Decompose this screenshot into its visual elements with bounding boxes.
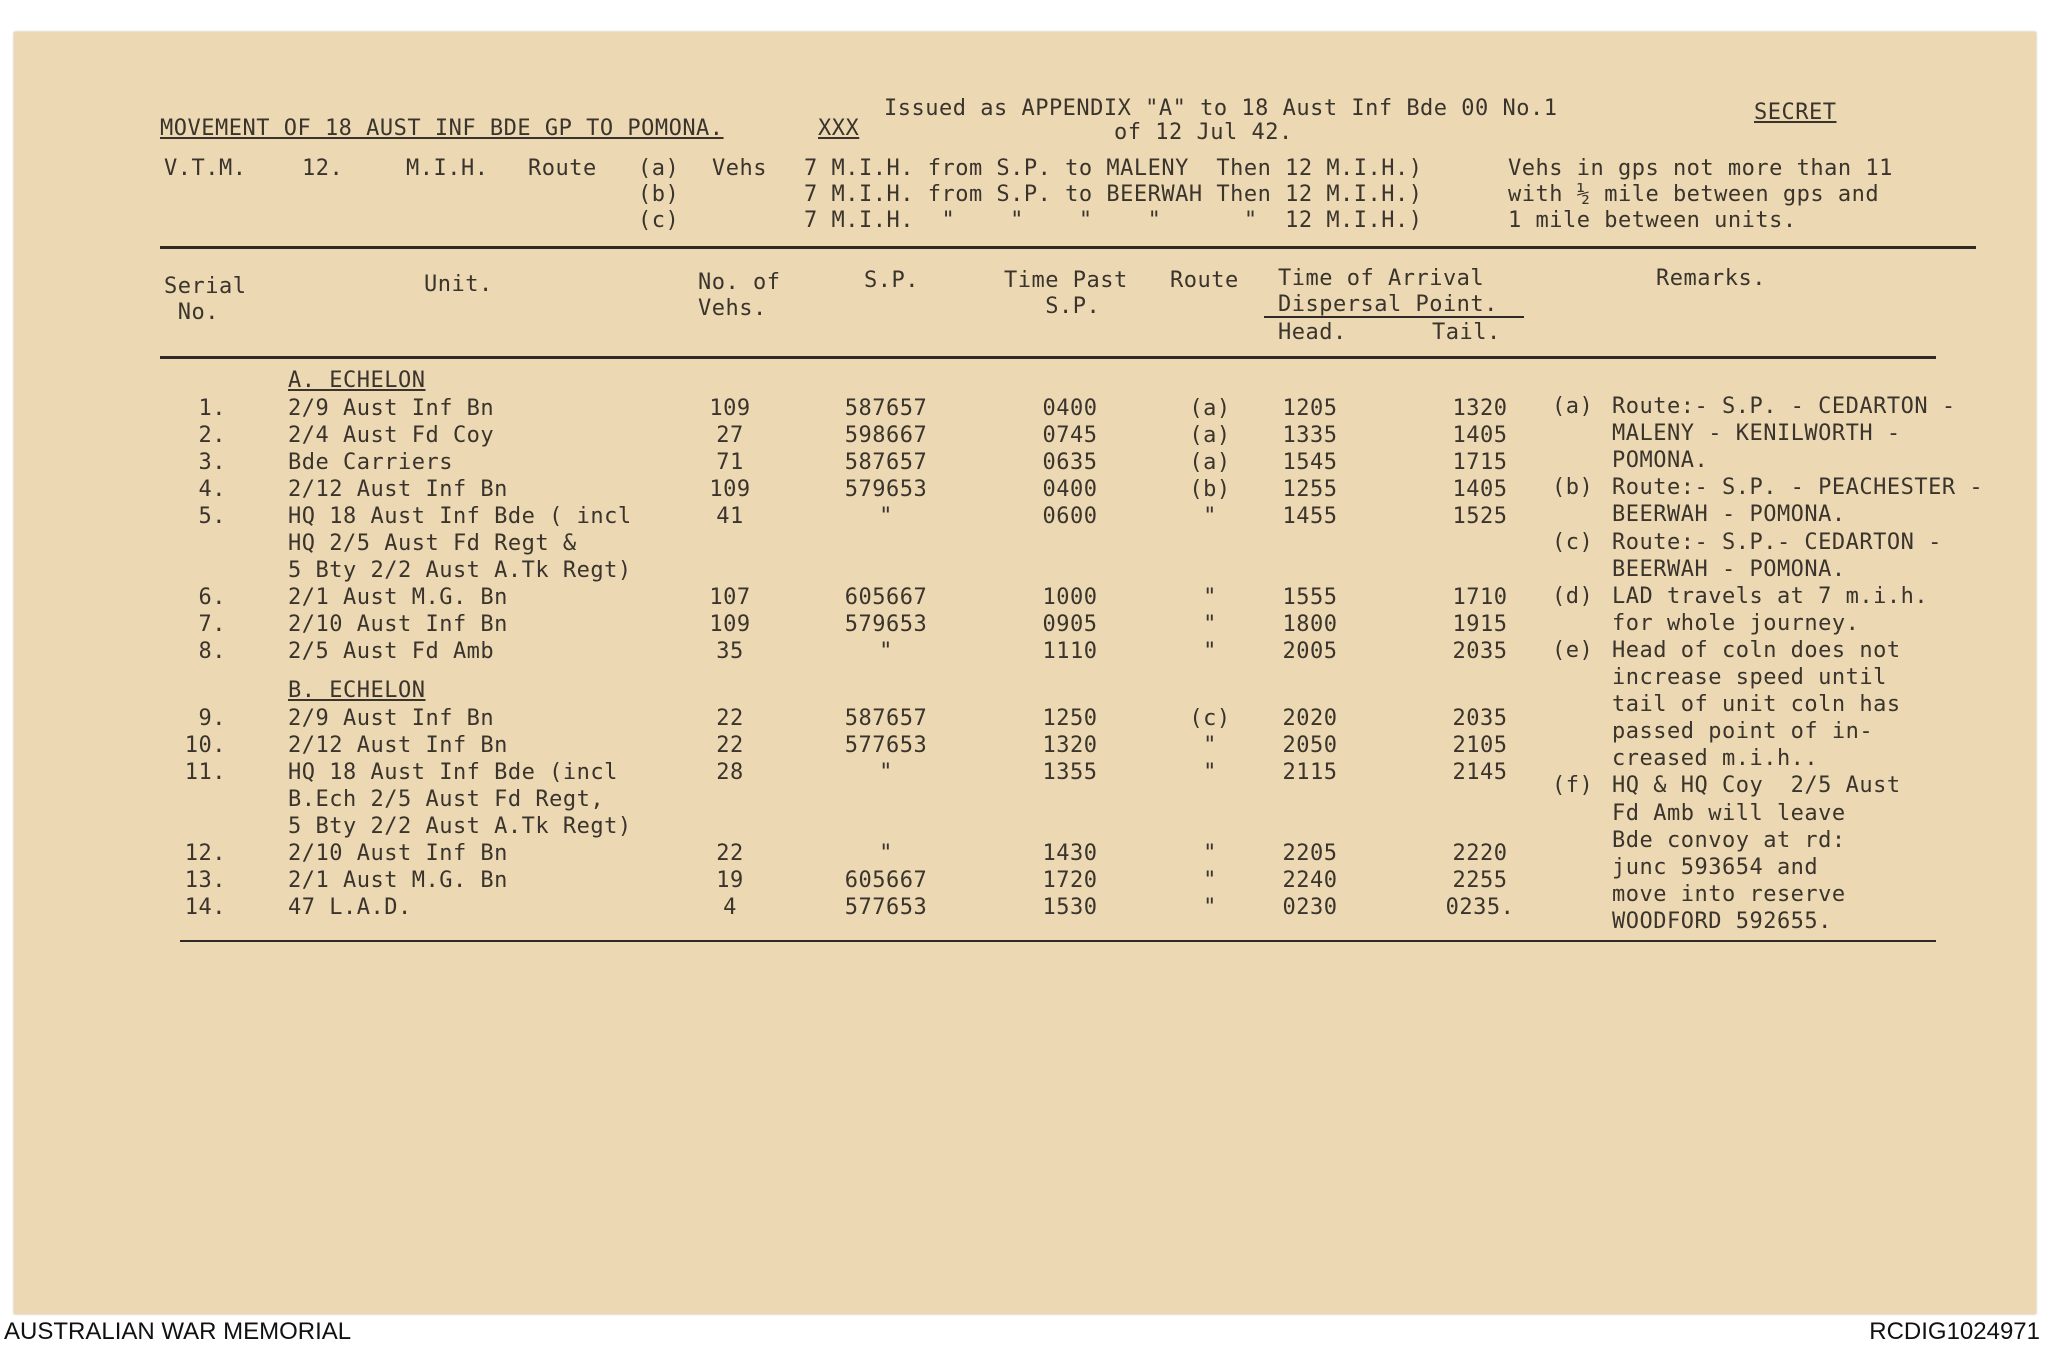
cell-route: ": [1203, 760, 1217, 785]
cell-head: 2240: [1282, 868, 1338, 893]
vtm-value: 12.: [302, 156, 344, 181]
cell-sp: ": [879, 760, 893, 785]
cell-tail: 1915: [1452, 612, 1508, 637]
cell-sp: ": [879, 639, 893, 664]
cell-sp: ": [879, 841, 893, 866]
cell-route: (a): [1189, 423, 1231, 448]
cell-time: 1000: [1042, 585, 1098, 610]
column-header-sp: S.P.: [864, 268, 919, 293]
cell-vehs: 109: [709, 612, 751, 637]
cell-route: (b): [1189, 477, 1231, 502]
cell-unit: 2/1 Aust M.G. Bn: [288, 868, 508, 893]
cell-unit: HQ 18 Aust Inf Bde (incl: [288, 760, 618, 785]
vtm-note: Vehs in gps not more than 11: [1508, 156, 1893, 181]
cell-head: 2050: [1282, 733, 1338, 758]
cell-serial: 2.: [198, 423, 226, 448]
cell-head: 1555: [1282, 585, 1338, 610]
cell-sp: 587657: [844, 706, 928, 731]
cell-sp: ": [879, 504, 893, 529]
cell-vehs: 19: [716, 868, 744, 893]
cell-tail: 1405: [1452, 423, 1508, 448]
cell-serial: 13.: [184, 868, 226, 893]
cell-tail: 2035: [1452, 639, 1508, 664]
remark-text: Bde convoy at rd:: [1612, 828, 1846, 853]
cell-sp: 579653: [844, 477, 928, 502]
cell-head: 2020: [1282, 706, 1338, 731]
cell-tail: 1405: [1452, 477, 1508, 502]
cell-sp: 579653: [844, 612, 928, 637]
classification-label: SECRET: [1754, 100, 1837, 125]
cell-serial: 11.: [184, 760, 226, 785]
cell-head: 2205: [1282, 841, 1338, 866]
remark-key: (c): [1552, 530, 1594, 555]
cell-route: (a): [1189, 450, 1231, 475]
remark-text: BEERWAH - POMONA.: [1612, 557, 1846, 582]
divider: [160, 246, 1976, 249]
vtm-line-text: 7 M.I.H. from S.P. to MALENY Then 12 M.I.H.): [804, 156, 1423, 181]
cell-sp: 587657: [844, 396, 928, 421]
cell-head: 1205: [1282, 396, 1338, 421]
remark-text: HQ & HQ Coy 2/5 Aust: [1612, 773, 1901, 798]
issued-line-2: of 12 Jul 42.: [1114, 120, 1293, 145]
remark-text: creased m.i.h..: [1612, 746, 1819, 771]
remark-key: (d): [1552, 584, 1594, 609]
footer-id: RCDIG1024971: [1869, 1318, 2040, 1345]
cell-vehs: 109: [709, 477, 751, 502]
cell-unit: 5 Bty 2/2 Aust A.Tk Regt): [288, 558, 632, 583]
struck-text: XXX: [818, 116, 860, 141]
cell-tail: 1710: [1452, 585, 1508, 610]
cell-head: 1800: [1282, 612, 1338, 637]
remark-text: move into reserve: [1612, 882, 1846, 907]
cell-route: ": [1203, 504, 1217, 529]
remark-text: junc 593654 and: [1612, 855, 1819, 880]
cell-vehs: 4: [723, 895, 737, 920]
cell-sp: 587657: [844, 450, 928, 475]
cell-route: ": [1203, 868, 1217, 893]
vtm-vehs-label: Vehs: [712, 156, 767, 181]
cell-time: 1355: [1042, 760, 1098, 785]
cell-sp: 577653: [844, 895, 928, 920]
cell-route: ": [1203, 612, 1217, 637]
footer-credit: AUSTRALIAN WAR MEMORIAL: [4, 1318, 352, 1345]
cell-serial: 12.: [184, 841, 226, 866]
remark-text: increase speed until: [1612, 665, 1887, 690]
cell-vehs: 71: [716, 450, 744, 475]
cell-route: ": [1203, 841, 1217, 866]
remark-text: tail of unit coln has: [1612, 692, 1901, 717]
cell-unit: HQ 2/5 Aust Fd Regt &: [288, 531, 577, 556]
cell-unit: 2/9 Aust Inf Bn: [288, 706, 495, 731]
cell-unit: 47 L.A.D.: [288, 895, 412, 920]
cell-serial: 6.: [198, 585, 226, 610]
remark-key: (f): [1552, 773, 1594, 798]
cell-time: 0635: [1042, 450, 1098, 475]
cell-serial: 14.: [184, 895, 226, 920]
cell-sp: 605667: [844, 868, 928, 893]
remark-text: LAD travels at 7 m.i.h.: [1612, 584, 1929, 609]
vtm-unit: M.I.H.: [406, 156, 489, 181]
column-header-arrival: Time of Arrival Dispersal Point.: [1278, 266, 1498, 317]
remark-text: Head of coln does not: [1612, 638, 1901, 663]
cell-unit: 2/4 Aust Fd Coy: [288, 423, 495, 448]
remark-text: Route:- S.P. - CEDARTON -: [1612, 394, 1956, 419]
cell-route: ": [1203, 639, 1217, 664]
cell-head: 1545: [1282, 450, 1338, 475]
cell-head: 1255: [1282, 477, 1338, 502]
divider: [160, 356, 1936, 359]
cell-tail: 0235.: [1445, 895, 1515, 920]
remark-text: Route:- S.P.- CEDARTON -: [1612, 530, 1942, 555]
cell-unit: 2/12 Aust Inf Bn: [288, 477, 508, 502]
cell-tail: 2035: [1452, 706, 1508, 731]
column-header-tail: Tail.: [1432, 320, 1501, 345]
cell-time: 0745: [1042, 423, 1098, 448]
document-title: MOVEMENT OF 18 AUST INF BDE GP TO POMONA.: [160, 116, 724, 141]
cell-time: 1530: [1042, 895, 1098, 920]
column-header-head: Head.: [1278, 320, 1347, 345]
cell-serial: 7.: [198, 612, 226, 637]
cell-vehs: 109: [709, 396, 751, 421]
cell-unit: HQ 18 Aust Inf Bde ( incl: [288, 504, 632, 529]
cell-vehs: 28: [716, 760, 744, 785]
cell-time: 0600: [1042, 504, 1098, 529]
remark-text: POMONA.: [1612, 448, 1709, 473]
cell-time: 1320: [1042, 733, 1098, 758]
column-header-unit: Unit.: [424, 272, 493, 297]
cell-head: 2005: [1282, 639, 1338, 664]
cell-sp: 577653: [844, 733, 928, 758]
cell-head: 1335: [1282, 423, 1338, 448]
cell-time: 1110: [1042, 639, 1098, 664]
cell-tail: 2145: [1452, 760, 1508, 785]
cell-unit: 2/1 Aust M.G. Bn: [288, 585, 508, 610]
issued-line-1: Issued as APPENDIX "A" to 18 Aust Inf Bde 00 No.1: [884, 96, 1558, 121]
cell-route: ": [1203, 585, 1217, 610]
cell-serial: 10.: [184, 733, 226, 758]
cell-tail: 2220: [1452, 841, 1508, 866]
cell-time: 1250: [1042, 706, 1098, 731]
column-header-route: Route: [1170, 268, 1239, 293]
cell-unit: 2/10 Aust Inf Bn: [288, 841, 508, 866]
cell-unit: 2/9 Aust Inf Bn: [288, 396, 495, 421]
cell-vehs: 27: [716, 423, 744, 448]
cell-time: 1430: [1042, 841, 1098, 866]
vtm-line-key: (c): [638, 208, 680, 233]
remark-text: Route:- S.P. - PEACHESTER -: [1612, 475, 1984, 500]
remark-text: BEERWAH - POMONA.: [1612, 502, 1846, 527]
cell-head: 1455: [1282, 504, 1338, 529]
cell-unit: B.Ech 2/5 Aust Fd Regt,: [288, 787, 605, 812]
remark-text: MALENY - KENILWORTH -: [1612, 421, 1901, 446]
cell-time: 0905: [1042, 612, 1098, 637]
cell-vehs: 22: [716, 733, 744, 758]
cell-unit: Bde Carriers: [288, 450, 453, 475]
cell-vehs: 35: [716, 639, 744, 664]
vtm-route-label: Route: [528, 156, 597, 181]
remark-key: (b): [1552, 475, 1594, 500]
cell-unit: 5 Bty 2/2 Aust A.Tk Regt): [288, 814, 632, 839]
cell-tail: 1320: [1452, 396, 1508, 421]
cell-vehs: 22: [716, 706, 744, 731]
cell-sp: 605667: [844, 585, 928, 610]
cell-unit: 2/10 Aust Inf Bn: [288, 612, 508, 637]
cell-head: 0230: [1282, 895, 1338, 920]
cell-unit: 2/12 Aust Inf Bn: [288, 733, 508, 758]
vtm-line-text: 7 M.I.H. from S.P. to BEERWAH Then 12 M.I.H.): [804, 182, 1423, 207]
remark-text: Fd Amb will leave: [1612, 801, 1846, 826]
vtm-note: 1 mile between units.: [1508, 208, 1797, 233]
cell-tail: 1715: [1452, 450, 1508, 475]
cell-serial: 5.: [198, 504, 226, 529]
divider: [180, 940, 1936, 942]
remark-key: (a): [1552, 394, 1594, 419]
cell-serial: 1.: [198, 396, 226, 421]
vtm-label: V.T.M.: [164, 156, 247, 181]
cell-unit: 2/5 Aust Fd Amb: [288, 639, 495, 664]
cell-route: ": [1203, 733, 1217, 758]
vtm-line-key: (a): [638, 156, 680, 181]
cell-vehs: 22: [716, 841, 744, 866]
vtm-line-key: (b): [638, 182, 680, 207]
cell-tail: 1525: [1452, 504, 1508, 529]
cell-serial: 9.: [198, 706, 226, 731]
cell-route: (a): [1189, 396, 1231, 421]
cell-serial: 8.: [198, 639, 226, 664]
cell-serial: 3.: [198, 450, 226, 475]
remark-key: (e): [1552, 638, 1594, 663]
section-a-echelon: A. ECHELON: [288, 368, 426, 393]
remark-text: passed point of in-: [1612, 719, 1874, 744]
vtm-line-text: 7 M.I.H. " " " " " 12 M.I.H.): [804, 208, 1423, 233]
column-header-time-past: Time Past S.P.: [1004, 268, 1128, 319]
cell-route: (c): [1189, 706, 1231, 731]
cell-route: ": [1203, 895, 1217, 920]
column-header-remarks: Remarks.: [1656, 266, 1766, 291]
cell-sp: 598667: [844, 423, 928, 448]
remark-text: WOODFORD 592655.: [1612, 909, 1832, 934]
cell-head: 2115: [1282, 760, 1338, 785]
vtm-note: with ½ mile between gps and: [1508, 182, 1880, 207]
cell-vehs: 107: [709, 585, 751, 610]
remark-text: for whole journey.: [1612, 611, 1860, 636]
cell-time: 0400: [1042, 396, 1098, 421]
column-header-vehs: No. of Vehs.: [698, 270, 781, 321]
cell-tail: 2255: [1452, 868, 1508, 893]
cell-time: 0400: [1042, 477, 1098, 502]
cell-vehs: 41: [716, 504, 744, 529]
section-b-echelon: B. ECHELON: [288, 678, 426, 703]
cell-time: 1720: [1042, 868, 1098, 893]
cell-serial: 4.: [198, 477, 226, 502]
column-header-serial: Serial No.: [164, 274, 247, 325]
cell-tail: 2105: [1452, 733, 1508, 758]
